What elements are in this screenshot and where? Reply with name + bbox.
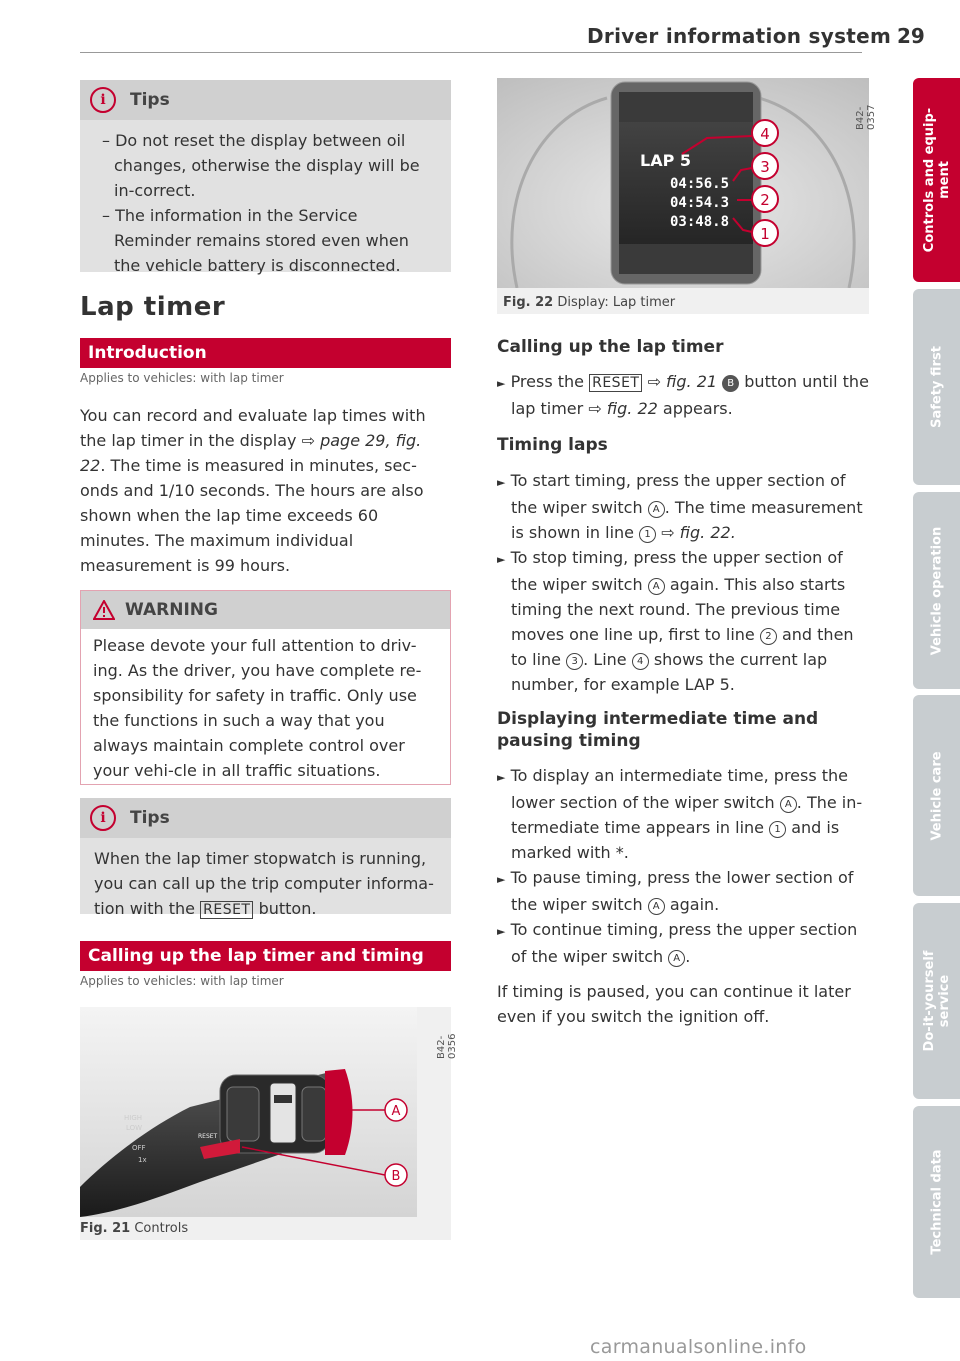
callout-ref: A [648, 501, 665, 518]
tab-label: Vehicle operation [929, 526, 944, 655]
tab-label: Do-it-yourself service [921, 950, 952, 1052]
tab-label: Safety first [929, 346, 944, 428]
list-item: ► To pause timing, press the lower section of the wiper switch A again. [497, 868, 854, 914]
subheading: Timing laps [497, 435, 608, 455]
stalk-label-reset: RESET [198, 1133, 218, 1140]
reset-key: RESET [200, 901, 253, 919]
warning-header [81, 591, 450, 629]
applies-note: Applies to vehicles: with lap timer [80, 371, 284, 385]
tips-body [80, 120, 451, 286]
info-icon: i [90, 87, 116, 113]
list-item: ► Press the RESET ⇨ fig. 21 B button until the lap timer ⇨ fig. 22 appears. [497, 372, 869, 418]
callout-ref: B [722, 375, 739, 392]
tab-label: Technical data [929, 1149, 944, 1255]
callout-ref: A [668, 950, 685, 967]
subsection-bar [80, 941, 451, 971]
tips-body: When the lap timer stopwatch is running, you can call up the trip computer informa-tion with the RESET button. [94, 849, 434, 918]
callout-ref: 2 [760, 628, 777, 645]
figure-reference[interactable]: ⇨ fig. 22. [661, 523, 736, 542]
warning-icon [93, 600, 115, 620]
display-time-3: 04:56.5 [670, 176, 730, 192]
list-item: ► To start timing, press the upper section of the wiper switch A . The time measurement is shown in line 1 ⇨ fig. 22. [497, 471, 863, 542]
final-paragraph: If timing is paused, you can continue it later even if you switch the ignition off. [497, 982, 851, 1026]
applies-note: Applies to vehicles: with lap timer [80, 974, 284, 988]
callout-ref: 3 [566, 653, 583, 670]
section-heading: Lap timer [80, 292, 226, 322]
list-item: ► To continue timing, press the upper section of the wiper switch A . [497, 920, 858, 966]
header-rule [80, 52, 862, 53]
subsection-bar [80, 338, 451, 368]
stalk-label-off: OFF [132, 1144, 146, 1152]
callout-ref: A [780, 796, 797, 813]
callout-ref: A [648, 578, 665, 595]
list-item: ► To display an intermediate time, press the lower section of the wiper switch A . The in-termediate time appears in line 1 and is marked with *. [497, 766, 863, 862]
figure-caption: Fig. 22 Display: Lap timer [503, 295, 676, 310]
lap-timer-display-illustration [497, 78, 869, 288]
page-reference[interactable]: ⇨ page 29, fig. 22 [80, 431, 422, 475]
callout-ref: 4 [632, 653, 649, 670]
callout-ref: 1 [639, 526, 656, 543]
tips-item: – Do not reset the display between oil changes, otherwise the display will be in-correct. [102, 131, 420, 200]
callout-4: 4 [760, 125, 770, 143]
subheading: Displaying intermediate time and pausing timing [497, 709, 819, 751]
tab-label: Vehicle care [929, 750, 944, 841]
callout-2: 2 [760, 191, 770, 209]
list-item: ► To stop timing, press the upper section of the wiper switch A again. This also starts timing the next round. The previous time moves one line up, first to line 2 and then to line 3 . Line 4 shows the current lap number, for example LAP 5. [497, 548, 854, 694]
page-number: 29 [897, 24, 925, 48]
tab-controls-and-equipment[interactable] [913, 78, 960, 282]
washer-icon [302, 1087, 326, 1141]
figure-caption: Fig. 21 Controls [80, 1221, 189, 1236]
tips-title: Tips [130, 90, 170, 110]
display-time-2: 04:54.3 [670, 195, 730, 211]
figure-21 [80, 1007, 458, 1240]
tips-header [80, 80, 451, 120]
intermediate-list [497, 763, 867, 969]
display-time-1: 03:48.8 [670, 214, 730, 230]
wiper-icon [227, 1087, 259, 1141]
figure-reference[interactable]: ⇨ fig. 22 [588, 399, 658, 418]
running-header: Driver information system [587, 24, 892, 48]
figure-code: B42-0356 [436, 1033, 458, 1059]
figure-reference[interactable]: ⇨ fig. 21 [647, 372, 718, 391]
tips-box [80, 80, 451, 275]
callout-ref: A [648, 898, 665, 915]
callout-a: A [391, 1104, 401, 1119]
tab-safety-first[interactable] [913, 289, 960, 485]
tab-vehicle-care[interactable] [913, 695, 960, 896]
figure-code: B42-0357 [855, 104, 877, 130]
warning-box [80, 590, 451, 785]
callout-1: 1 [760, 225, 770, 243]
subsection-title: Introduction [88, 343, 207, 363]
tab-vehicle-operation[interactable] [913, 492, 960, 689]
tab-technical-data[interactable] [913, 1106, 960, 1298]
subheading: Calling up the lap timer [497, 337, 724, 357]
warning-text: Please devote your full attention to driv-ing. As the driver, you have complete re-sponsibility for safety in traffic. Only use the functions in such a way that you always maintain complete control over your vehi-cle in all traffic situations. [93, 636, 422, 780]
stalk-label-1x: 1x [138, 1156, 147, 1164]
info-icon: i [90, 805, 116, 831]
tips-header [80, 798, 451, 838]
tips-item: – The information in the Service Reminder remains stored even when the vehicle battery is disconnected. [102, 206, 409, 275]
stalk-label-low: LOW [126, 1124, 143, 1132]
display-lap: LAP 5 [640, 151, 692, 170]
intro-paragraph: You can record and evaluate lap times with the lap timer in the display ⇨ page 29, fig. 22. The time is measured in minutes, sec-onds and 1/10 seconds. The hours are also shown when the lap time exceeds 60 minutes. The maximum individual measurement is 99 hours. [80, 406, 426, 575]
subsection-title: Calling up the lap timer and timing [88, 946, 424, 966]
tab-label: Controls and equip- ment [921, 107, 952, 253]
callout-3: 3 [760, 158, 770, 176]
stalk-label-high: HIGH [124, 1114, 143, 1122]
timing-list [497, 468, 867, 697]
warning-title: WARNING [125, 600, 218, 620]
watermark: carmanualsonline.info [590, 1336, 807, 1358]
tips-box-2 [80, 798, 451, 918]
tab-do-it-yourself-service[interactable] [913, 903, 960, 1099]
reset-key: RESET [589, 374, 642, 392]
callout-ref: 1 [769, 821, 786, 838]
callout-b: B [391, 1169, 401, 1184]
wiper-stalk-illustration [80, 1007, 451, 1217]
figure-22 [497, 78, 877, 314]
tips-title: Tips [130, 808, 170, 828]
